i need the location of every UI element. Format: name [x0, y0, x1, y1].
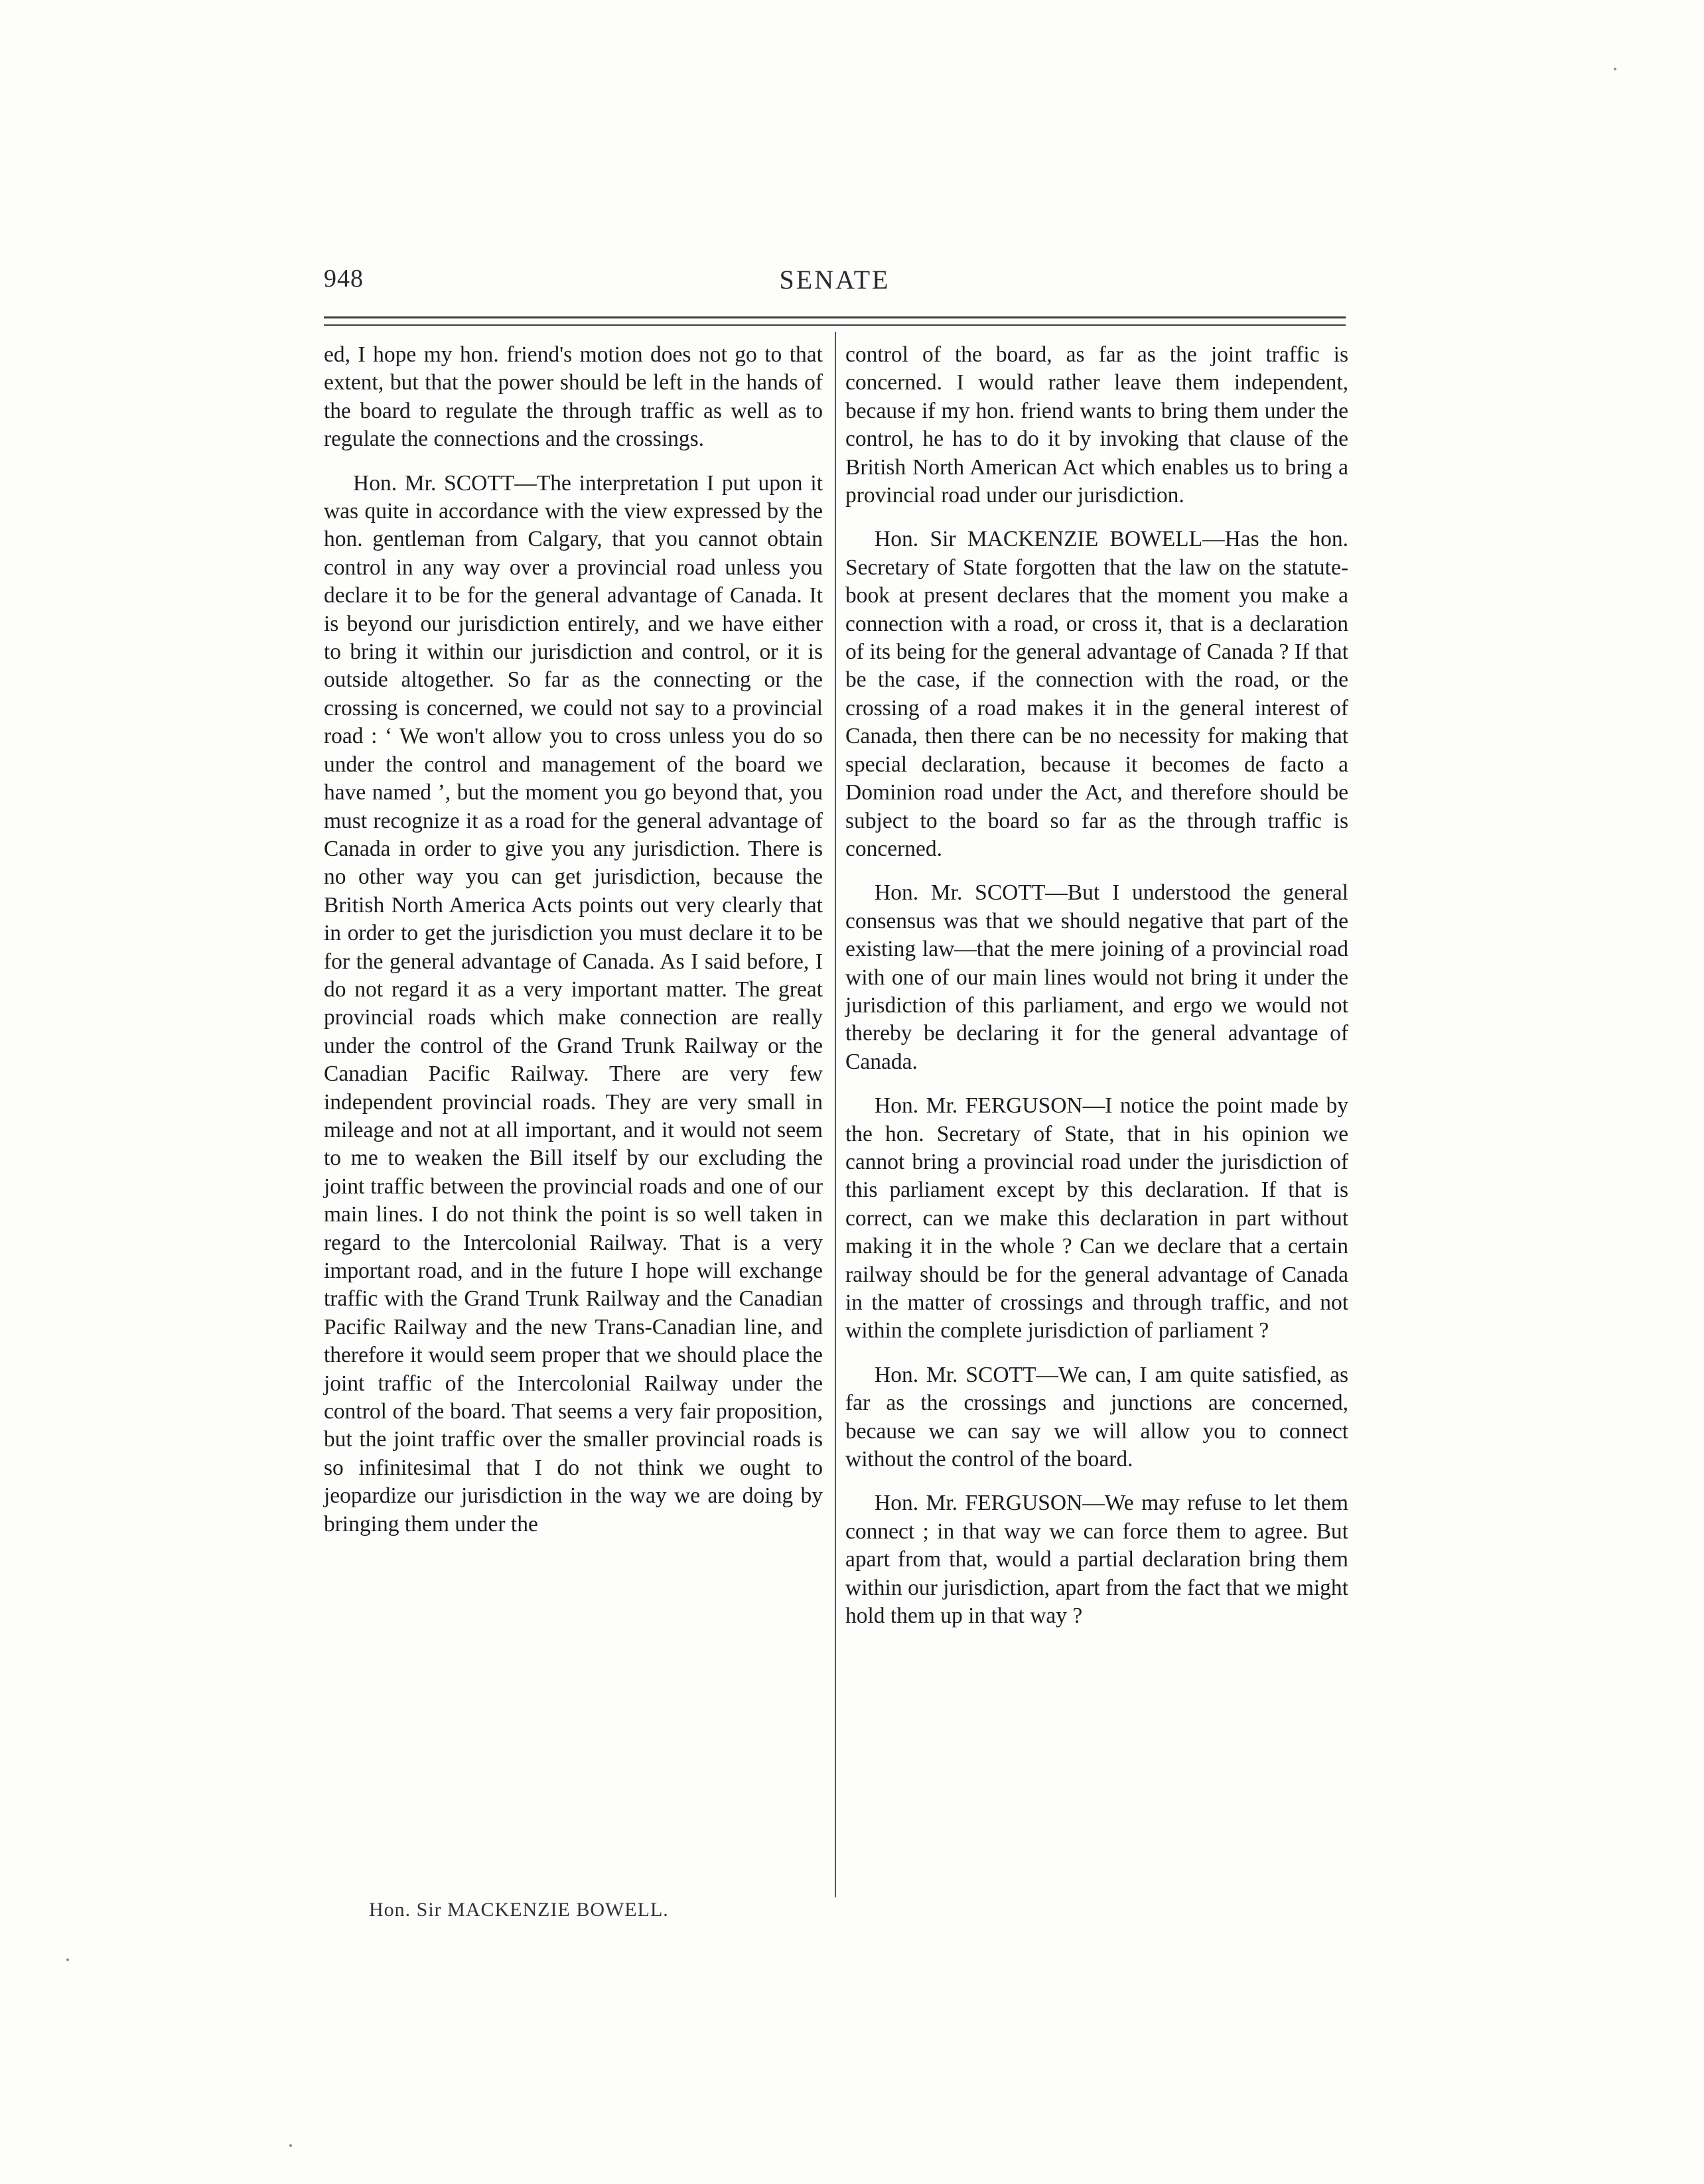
header-rule-thin	[324, 324, 1346, 326]
scan-speck	[289, 2144, 292, 2147]
header-rule	[324, 316, 1346, 318]
paragraph: Hon. Mr. FERGUSON—We may refuse to let them connect ; in that way we can force them to agree. But apart from that, would a partial declaration bring them within our jurisdiction, apart from the fact that we might hold them up in that way ?	[845, 1491, 1348, 1629]
paragraph: Hon. Mr. SCOTT—The interpretation I put upon it was quite in accordance with the view expressed by the hon. gentleman from Calgary, that you cannot obtain control in any way over a provincial road unless you declare it to be for the general advantage of Canada. It is beyond our jurisdiction entirely, and we have either to bring it within our jurisdiction and control, or it is outside altogether. So far as the connecting or the crossing is concerned, we could not say to a provincial road : ‘ We won't allow you to cross unless you do so under the control and management of the board we have named ’, but the moment you go beyond that, you must recognize it as a road for the general advantage of Canada in order to give you any jurisdiction. There is no other way you can get jurisdiction, because the British North America Acts points out very clearly that in order to get the jurisdiction you must declare it to be for the general advantage of Canada. As I said before, I do not regard it as a very important matter. The great provincial roads which make connection are really under the control of the Grand Trunk Railway or the Canadian Pacific Railway. There are very few independent provincial roads. They are very small in mileage and not at all important, and it would not seem to me to weaken the Bill itself by our excluding the joint traffic between the provincial roads and one of our main lines. I do not think the point is so well taken in regard to the Intercolonial Railway. That is a very important road, and in the future I hope will exchange traffic with the Grand Trunk Railway and the Canadian Pacific Railway and the new Trans-Canadian line, and therefore it would seem proper that we should place the joint traffic of the Intercolonial Railway under the control of the board. That seems a very fair proposition, but the joint traffic over the smaller provincial roads is so infinitesimal that I do not think we ought to jeopardize our jurisdiction in the way we are doing by bringing them under the	[324, 470, 823, 1536]
scan-speck	[1614, 68, 1616, 70]
page-header	[324, 264, 1346, 304]
paragraph: Hon. Sir MACKENZIE BOWELL—Has the hon. Secretary of State forgotten that the law on the statute-book at present declares that the moment you make a connection with a road, or cross it, that is a declaration of its being for the general advantage of Canada ? If that be the case, if the connection with the road, or the crossing of a road makes it in the general interest of Canada, then there can be no necessity for making that special declaration, because it becomes de facto a Dominion road under the Act, and therefore should be subject to the board so far as the through traffic is concerned.	[845, 527, 1348, 861]
paragraph: ed, I hope my hon. friend's motion does not go to that extent, but that the power should be left in the hands of the board to regulate the through traffic as well as to regulate the connections and the crossings.	[324, 342, 823, 452]
running-head: SENATE	[779, 265, 890, 295]
paragraph: control of the board, as far as the joint traffic is concerned. I would rather leave them independent, because if my hon. friend wants to bring them under the control, he has to do it by invoking that clause of the British North American Act which enables us to bring a provincial road under our jurisdiction.	[845, 342, 1348, 508]
left-column	[324, 341, 823, 1554]
column-divider	[835, 332, 836, 1897]
paragraph: Hon. Mr. FERGUSON—I notice the point made by the hon. Secretary of State, that in his opinion we cannot bring a provincial road under the jurisdiction of this parliament except by this declaration. If that is correct, can we make this declaration in part without making it in the whole ? Can we declare that a certain railway should be for the general advantage of Canada in the matter of crossings and through traffic, and not within the complete jurisdiction of parliament ?	[845, 1093, 1348, 1343]
paragraph: Hon. Mr. SCOTT—But I understood the general consensus was that we should negative that part of the existing law—that the mere joining of a provincial road with one of our main lines would not bring it under the jurisdiction of this parliament, and ergo we would not thereby be declaring it for the general advantage of Canada.	[845, 880, 1348, 1074]
right-column	[845, 341, 1348, 1646]
footer-note: Hon. Sir MACKENZIE BOWELL.	[369, 1899, 669, 1921]
paragraph: Hon. Mr. SCOTT—We can, I am quite satisfied, as far as the crossings and junctions are concerned, because we can say we will allow you to connect without the control of the board.	[845, 1362, 1348, 1472]
page-number: 948	[324, 265, 364, 293]
scan-speck	[66, 1958, 69, 1961]
